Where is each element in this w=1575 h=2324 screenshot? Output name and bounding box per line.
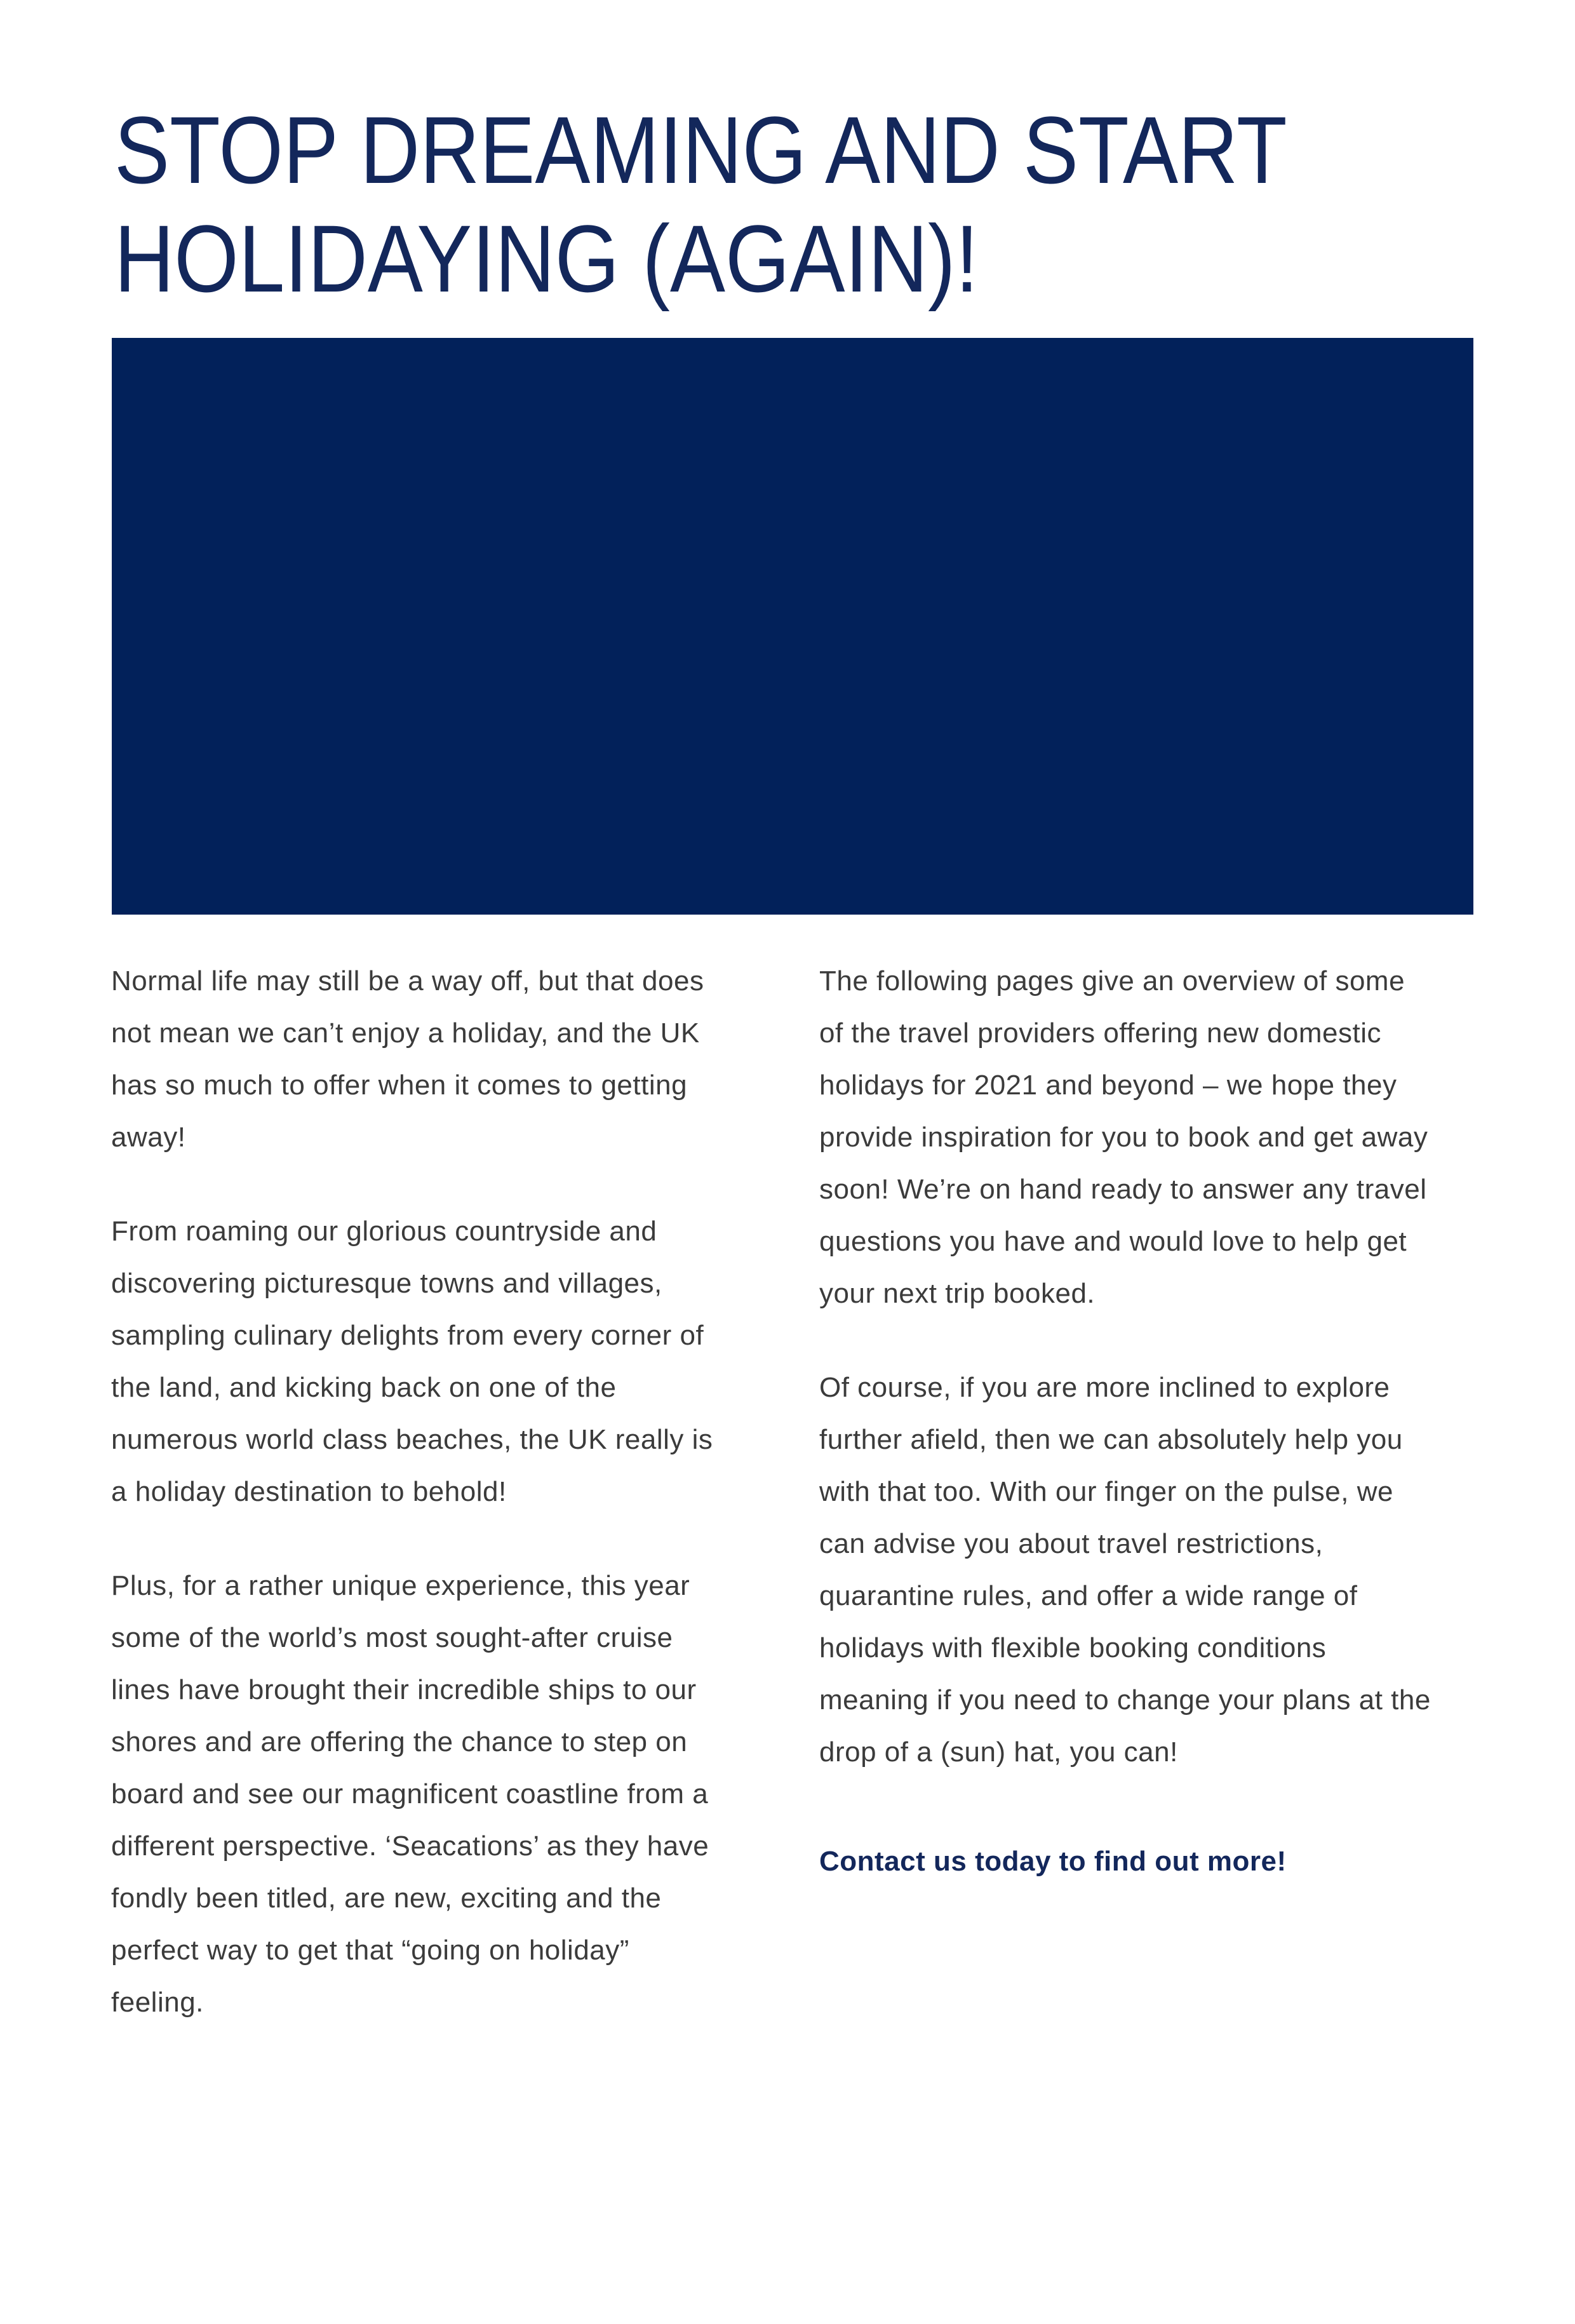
magazine-page <box>0 96 1575 2324</box>
body-paragraph: Normal life may still be a way off, but that does not mean we can’t enjoy a holiday, and the UK has so much to offer when it comes to getting away! <box>111 965 704 1153</box>
intro-columns <box>111 955 1575 2071</box>
body-paragraph: From roaming our glorious countryside and discovering picturesque towns and villages, sampling culinary delights from every corner of the land, and kicking back on one of the numerous world class beaches, the UK really is a holiday destination to behold! <box>111 1216 713 1507</box>
body-paragraph: Plus, for a rather unique experience, this year some of the world’s most sought-after cruise lines have brought their incredible ships to our shores and are offering the chance to step on board and see our magnificent coastline from a different perspective. ‘Seacations’ as they have fondly been titled, are new, exciting and the perfect way to get that “going on holiday” feeling. <box>111 1570 709 2018</box>
right-column <box>819 955 1434 2071</box>
left-column <box>111 955 726 2071</box>
hero-image <box>112 338 1473 915</box>
body-paragraph: Of course, if you are more inclined to explore further afield, then we can absolutely help you with that too. With our finger on the pulse, we can advise you about travel restrictions, quarantine rules, and offer a wide range of holidays with flexible booking conditions meaning if you need to change your plans at the drop of a (sun) hat, you can! <box>819 1372 1431 1768</box>
cta-text: Contact us today to find out more! <box>819 1846 1287 1877</box>
page-title: STOP DREAMING AND START HOLIDAYING (AGAIN)! <box>114 97 1286 312</box>
body-paragraph: The following pages give an overview of some of the travel providers offering new domestic holidays for 2021 and beyond – we hope they provide inspiration for you to book and get away soon! We’re on hand ready to answer any travel questions you have and would love to help get your next trip booked. <box>819 965 1428 1309</box>
